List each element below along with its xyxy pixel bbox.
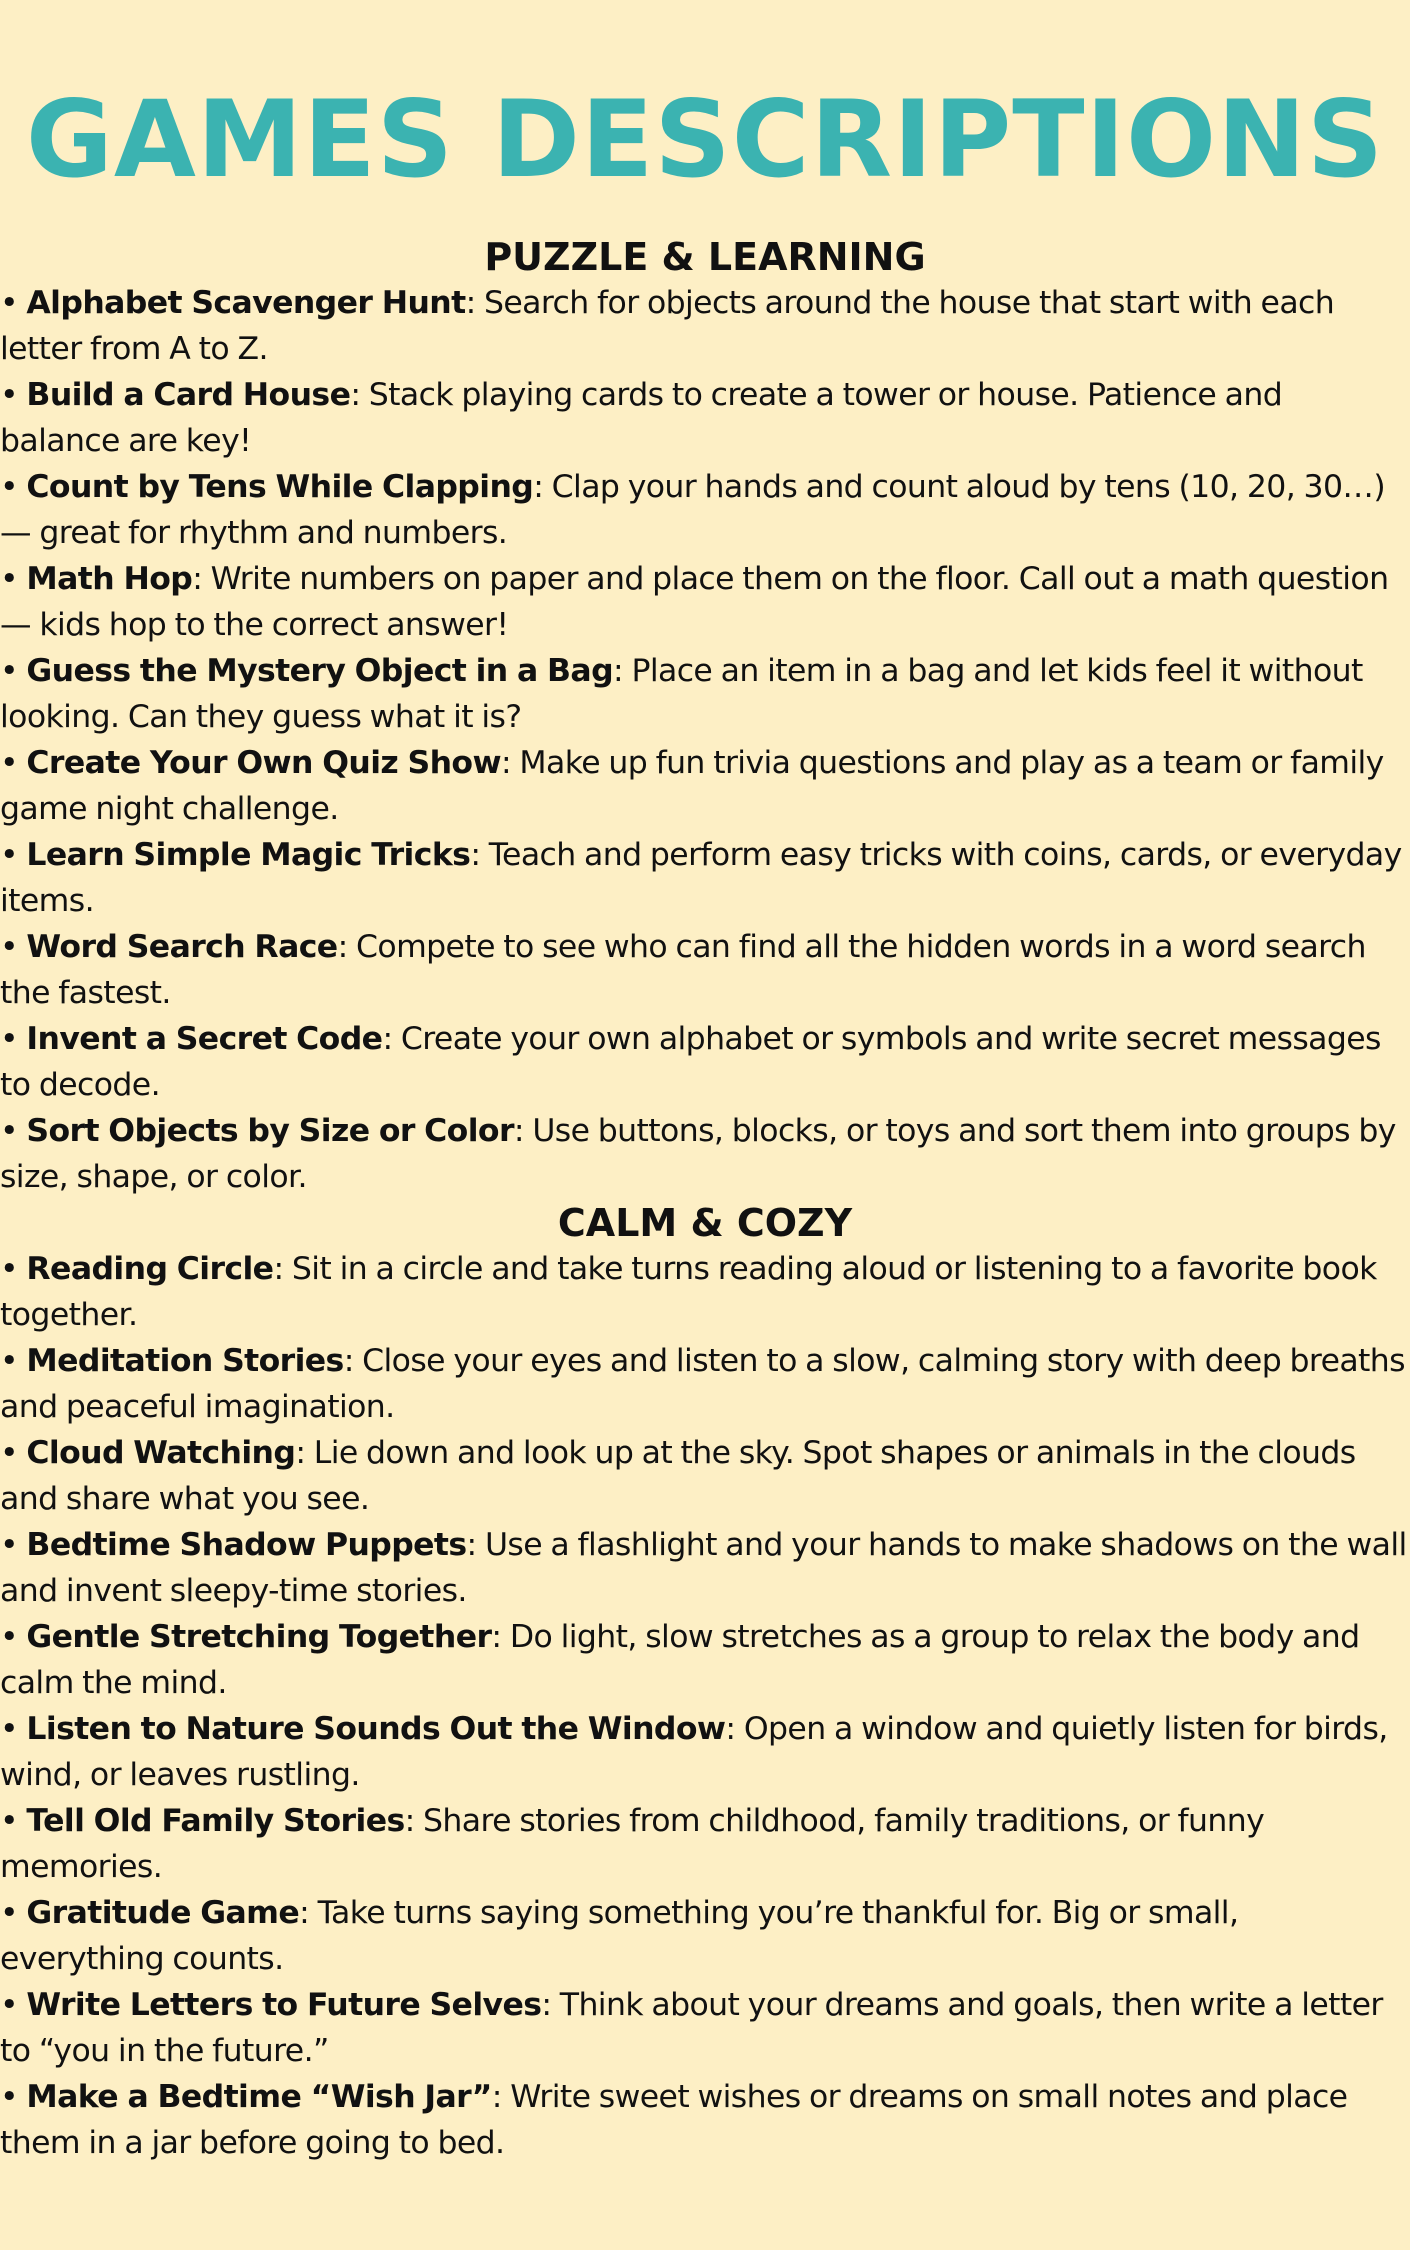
section-heading-puzzle-learning: PUZZLE & LEARNING: [484, 235, 926, 279]
bullet-icon: •: [0, 1113, 27, 1149]
game-description: : Use buttons, blocks, or toys and sort them into groups by size, shape, or color.: [0, 1113, 1396, 1195]
game-name: Gentle Stretching Together: [26, 1619, 492, 1655]
section-heading-calm-cozy: CALM & COZY: [557, 1201, 853, 1245]
game-description: : Think about your dreams and goals, then write a letter to “you in the future.”: [0, 1987, 1383, 2069]
bullet-icon: •: [0, 285, 27, 321]
bullet-icon: •: [0, 1619, 27, 1655]
bullet-icon: •: [0, 1251, 27, 1287]
game-name: Listen to Nature Sounds Out the Window: [26, 1711, 726, 1747]
list-item: [0, 832, 1410, 924]
bullet-icon: •: [0, 377, 27, 413]
game-name: Create Your Own Quiz Show: [26, 745, 501, 781]
game-name: Learn Simple Magic Tricks: [26, 837, 471, 873]
list-item: [0, 740, 1410, 832]
list-item: [0, 1890, 1410, 1982]
list-item: [0, 372, 1410, 464]
list-item: [0, 464, 1410, 556]
bullet-icon: •: [0, 1895, 27, 1931]
page-title: GAMES DESCRIPTIONS: [25, 78, 1385, 201]
game-description: : Share stories from childhood, family traditions, or funny memories.: [0, 1803, 1265, 1885]
bullet-icon: •: [0, 2079, 27, 2115]
list-item: [0, 1798, 1410, 1890]
list-item: [0, 1246, 1410, 1338]
bullet-icon: •: [0, 745, 27, 781]
bullet-icon: •: [0, 929, 27, 965]
game-description: : Write sweet wishes or dreams on small notes and place them in a jar before going to bed.: [0, 2079, 1348, 2161]
game-description: : Search for objects around the house that start with each letter from A to Z.: [0, 285, 1335, 367]
game-description: : Take turns saying something you’re thankful for. Big or small, everything counts.: [0, 1895, 1239, 1977]
game-description: : Sit in a circle and take turns reading aloud or listening to a favorite book together.: [0, 1251, 1377, 1333]
game-name: Tell Old Family Stories: [26, 1803, 405, 1839]
game-name: Build a Card House: [26, 377, 351, 413]
game-name: Gratitude Game: [26, 1895, 300, 1931]
game-description: : Lie down and look up at the sky. Spot shapes or animals in the clouds and share what you see.: [0, 1435, 1356, 1517]
bullet-icon: •: [0, 1343, 27, 1379]
game-name: Math Hop: [26, 561, 193, 597]
bullet-icon: •: [0, 837, 27, 873]
game-name: Meditation Stories: [26, 1343, 344, 1379]
game-name: Count by Tens While Clapping: [26, 469, 534, 505]
list-item: [0, 280, 1410, 372]
game-description: : Use a flashlight and your hands to make shadows on the wall and invent sleepy-time stories.: [0, 1527, 1407, 1609]
bullet-icon: •: [0, 1435, 27, 1471]
list-item: [0, 1614, 1410, 1706]
game-name: Alphabet Scavenger Hunt: [26, 285, 466, 321]
game-description: : Close your eyes and listen to a slow, calming story with deep breaths and peaceful imagination.: [0, 1343, 1405, 1425]
bullet-icon: •: [0, 653, 27, 689]
game-description: : Make up fun trivia questions and play as a team or family game night challenge.: [0, 745, 1384, 827]
game-name: Invent a Secret Code: [26, 1021, 383, 1057]
game-description: : Place an item in a bag and let kids feel it without looking. Can they guess what it is?: [0, 653, 1363, 735]
game-name: Make a Bedtime “Wish Jar”: [26, 2079, 492, 2115]
calm-cozy-list: [0, 1246, 1410, 2166]
list-item: [0, 924, 1410, 1016]
list-item: [0, 1522, 1410, 1614]
list-item: [0, 1706, 1410, 1798]
game-description: : Do light, slow stretches as a group to relax the body and calm the mind.: [0, 1619, 1360, 1701]
bullet-icon: •: [0, 561, 27, 597]
list-item: [0, 1108, 1410, 1200]
bullet-icon: •: [0, 1711, 27, 1747]
game-name: Bedtime Shadow Puppets: [26, 1527, 467, 1563]
bullet-icon: •: [0, 1021, 27, 1057]
game-name: Sort Objects by Size or Color: [26, 1113, 514, 1149]
puzzle-learning-list: [0, 280, 1410, 1200]
game-name: Reading Circle: [26, 1251, 274, 1287]
game-description: : Open a window and quietly listen for birds, wind, or leaves rustling.: [0, 1711, 1388, 1793]
game-name: Cloud Watching: [26, 1435, 296, 1471]
list-item: [0, 1982, 1410, 2074]
game-description: : Compete to see who can find all the hidden words in a word search the fastest.: [0, 929, 1366, 1011]
game-description: : Stack playing cards to create a tower or house. Patience and balance are key!: [0, 377, 1283, 459]
game-description: : Clap your hands and count aloud by tens (10, 20, 30…) — great for rhythm and numbers.: [0, 469, 1386, 551]
list-item: [0, 1430, 1410, 1522]
bullet-icon: •: [0, 1987, 27, 2023]
game-description: : Create your own alphabet or symbols and write secret messages to decode.: [0, 1021, 1381, 1103]
bullet-icon: •: [0, 1803, 27, 1839]
game-name: Write Letters to Future Selves: [26, 1987, 542, 2023]
bullet-icon: •: [0, 1527, 27, 1563]
list-item: [0, 648, 1410, 740]
list-item: [0, 556, 1410, 648]
game-description: : Teach and perform easy tricks with coins, cards, or everyday items.: [0, 837, 1402, 919]
list-item: [0, 1016, 1410, 1108]
list-item: [0, 2074, 1410, 2166]
game-name: Word Search Race: [26, 929, 338, 965]
game-name: Guess the Mystery Object in a Bag: [26, 653, 614, 689]
bullet-icon: •: [0, 469, 27, 505]
list-item: [0, 1338, 1410, 1430]
game-description: : Write numbers on paper and place them on the floor. Call out a math question — kids hop to the correct answer!: [0, 561, 1389, 643]
